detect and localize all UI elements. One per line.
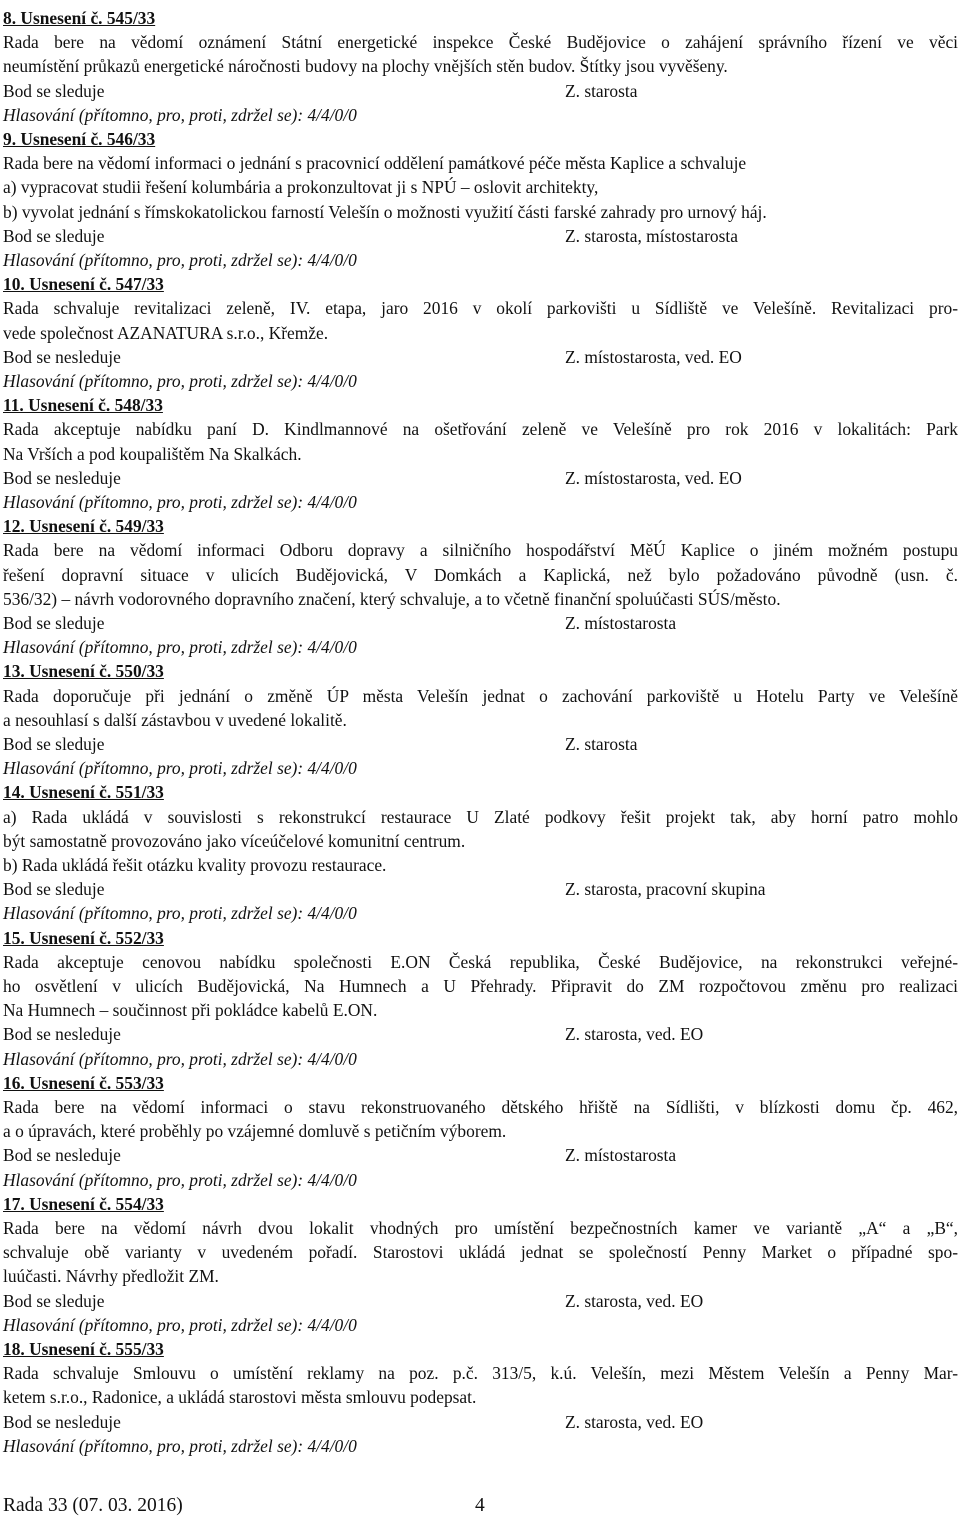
body-text-line: Rada akceptuje nabídku paní D. Kindlmannové na ošetřování zeleně ve Velešíně pro rok 2016 v lokalitách: Park [3,419,958,440]
vote-result: Hlasování (přítomno, pro, proti, zdržel se): 4/4/0/0 [3,1169,357,1190]
vote-result: Hlasování (přítomno, pro, proti, zdržel se): 4/4/0/0 [3,104,357,125]
resolution-heading: 12. Usnesení č. 549/33 [3,516,164,537]
responsibility-row [3,1022,704,1046]
vote-result: Hlasování (přítomno, pro, proti, zdržel se): 4/4/0/0 [3,637,357,658]
body-text-line: Rada bere na vědomí informaci Odboru dopravy a silničního hospodářství MěÚ Kaplice o jiném možném postupu [3,540,958,561]
vote-result: Hlasování (přítomno, pro, proti, zdržel se): 4/4/0/0 [3,371,357,391]
footer-meeting-label: Rada 33 (07. 03. 2016) [3,1495,183,1516]
responsibility-row [3,877,766,901]
body-text-line: být samostatně provozováno jako víceúčelové komunitní centrum. [3,830,466,851]
body-text-line: b) Rada ukládá řešit otázku kvality provozu restaurace. [3,855,387,875]
tracking-status: Bod se nesleduje [3,346,121,367]
body-text-line: vede společnost AZANATURA s.r.o., Křemže. [3,322,329,343]
body-text-line: ho osvětlení v ulicích Budějovická, Na Humnech a U Přehrady. Připravit do ZM rozpočtovou změnu pro realizaci [3,976,958,996]
tracking-status: Bod se sleduje [3,225,105,246]
body-text-line: a o úpravách, které proběhly po vzájemné domluvě s petičním výborem. [3,1121,507,1142]
responsible-person: Z. starosta, ved. EO [565,1411,704,1432]
responsible-person: Z. starosta, ved. EO [565,1024,704,1045]
tracking-status: Bod se nesleduje [3,1024,121,1045]
body-text-line: Rada schvaluje Smlouvu o umístění reklamy na poz. p.č. 313/5, k.ú. Velešín, mezi Městem Velešín a Penny Mar- [3,1363,958,1384]
body-text-line: ketem s.r.o., Radonice, a ukládá starostovi města smlouvu podepsat. [3,1387,477,1408]
resolution-heading: 18. Usnesení č. 555/33 [3,1339,164,1359]
vote-result: Hlasování (přítomno, pro, proti, zdržel se): 4/4/0/0 [3,1314,357,1335]
responsibility-row [3,466,742,490]
page-number: 4 [475,1495,485,1516]
tracking-status: Bod se sleduje [3,80,105,101]
responsible-person: Z. místostarosta, ved. EO [565,467,742,488]
tracking-status: Bod se nesleduje [3,1411,121,1432]
body-text-line: luúčasti. Návrhy předložit ZM. [3,1266,219,1287]
responsibility-row [3,79,638,103]
responsibility-row [3,1143,677,1167]
body-text-line: Rada bere na vědomí informaci o stavu rekonstruovaného dětského hřiště na Sídlišti, v blízkosti domu čp. 462, [3,1097,958,1117]
resolution-heading: 10. Usnesení č. 547/33 [3,274,164,295]
resolution-heading: 17. Usnesení č. 554/33 [3,1193,164,1214]
responsible-person: Z. místostarosta [565,613,677,633]
vote-result: Hlasování (přítomno, pro, proti, zdržel se): 4/4/0/0 [3,903,357,924]
tracking-status: Bod se nesleduje [3,467,121,488]
body-text-line: schvaluje obě varianty v uvedeném pořadí. Starostovi ukládá jednat se společností Penny Market o případné spo- [3,1242,958,1263]
body-text-line: b) vyvolat jednání s římskokatolickou farností Velešín o možnosti využití části farské zahrady pro urnový háj. [3,201,767,222]
body-text-line: Na Vrších a pod koupalištěm Na Skalkách. [3,443,302,464]
vote-result: Hlasování (přítomno, pro, proti, zdržel se): 4/4/0/0 [3,758,357,779]
body-text-line: Rada doporučuje při jednání o změně ÚP města Velešín jednat o zachování parkoviště u Hotelu Party ve Velešíně [3,685,958,706]
responsible-person: Z. starosta, místostarosta [565,225,738,246]
tracking-status: Bod se nesleduje [3,1145,121,1166]
resolution-heading: 8. Usnesení č. 545/33 [3,8,156,28]
body-text-line: neumístění průkazů energetické náročnosti budovy na plochy vnějších stěn budov. Štítky jsou vyvěšeny. [3,56,728,77]
vote-result: Hlasování (přítomno, pro, proti, zdržel se): 4/4/0/0 [3,1435,357,1456]
body-text-line: Rada bere na vědomí informaci o jednání s pracovnicí oddělení památkové péče města Kaplice a schvaluje [3,153,747,174]
vote-result: Hlasování (přítomno, pro, proti, zdržel se): 4/4/0/0 [3,1048,357,1069]
vote-result: Hlasování (přítomno, pro, proti, zdržel se): 4/4/0/0 [3,250,357,270]
resolution-heading: 14. Usnesení č. 551/33 [3,782,164,803]
tracking-status: Bod se sleduje [3,613,105,633]
body-text-line: Rada bere na vědomí oznámení Státní energetické inspekce České Budějovice o zahájení správního řízení ve věci [3,32,958,53]
body-text-line: a nesouhlasí s další zástavbou v uvedené lokalitě. [3,709,347,730]
body-text-line: Rada akceptuje cenovou nabídku společnosti E.ON Česká republika, České Budějovice, na rekonstrukci veřejné- [3,951,958,972]
resolution-heading: 16. Usnesení č. 553/33 [3,1072,164,1093]
resolution-heading: 11. Usnesení č. 548/33 [3,395,163,416]
responsibility-row [3,1410,704,1434]
tracking-status: Bod se sleduje [3,879,105,900]
body-text-line: Rada schvaluje revitalizaci zeleně, IV. etapa, jaro 2016 v okolí parkovišti u Sídliště ve Velešíně. Revitalizaci pro- [3,298,958,319]
body-text-line: řešení dopravní situace v ulicích Budějovická, V Domkách a Kaplická, než bylo požadováno původně (usn. č. [3,564,958,585]
responsibility-row [3,224,738,248]
responsible-person: Z. starosta [565,734,638,754]
tracking-status: Bod se sleduje [3,734,105,754]
tracking-status: Bod se sleduje [3,1290,105,1311]
responsible-person: Z. starosta, ved. EO [565,1290,704,1311]
body-text-line: Rada bere na vědomí návrh dvou lokalit vhodných pro umístění bezpečnostních kamer ve variantě „A“ a „B“, [3,1218,958,1238]
responsibility-row [3,345,742,369]
body-text-line: Na Humnech – součinnost při pokládce kabelů E.ON. [3,1000,378,1021]
responsible-person: Z. místostarosta [565,1145,677,1166]
resolution-heading: 15. Usnesení č. 552/33 [3,927,164,948]
vote-result: Hlasování (přítomno, pro, proti, zdržel se): 4/4/0/0 [3,492,357,512]
page-footer [3,1493,485,1519]
resolution-heading: 9. Usnesení č. 546/33 [3,129,156,149]
body-text-line: a) Rada ukládá v souvislosti s rekonstrukcí restaurace U Zlaté podkovy řešit projekt tak, aby horní patro mohlo [3,806,958,827]
body-text-line: 536/32) – návrh vodorovného dopravního značení, který schvaluje, a to včetně finanční spoluúčasti SÚS/město. [3,588,781,609]
responsible-person: Z. starosta [565,80,638,101]
responsible-person: Z. místostarosta, ved. EO [565,346,742,367]
responsibility-row [3,1289,704,1313]
resolution-heading: 13. Usnesení č. 550/33 [3,661,164,682]
responsible-person: Z. starosta, pracovní skupina [565,879,766,900]
responsibility-row [3,732,638,756]
responsibility-row [3,611,677,635]
body-text-line: a) vypracovat studii řešení kolumbária a prokonzultovat ji s NPÚ – oslovit architekty, [3,177,599,198]
